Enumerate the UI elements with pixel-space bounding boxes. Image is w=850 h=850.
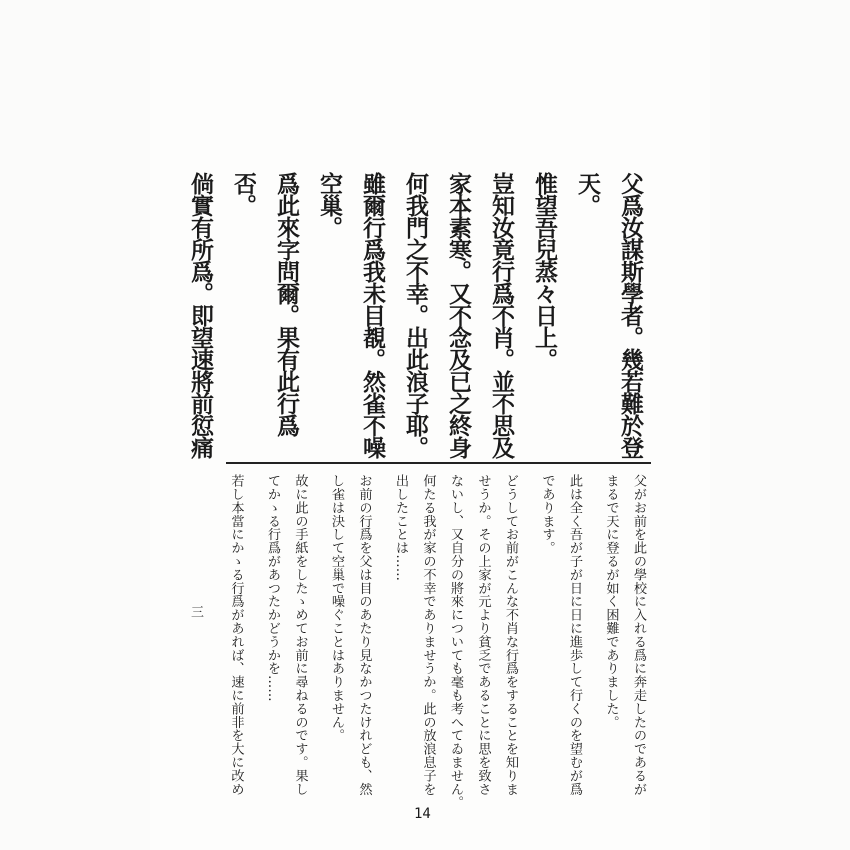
text-column: ないし、又自分の將來についても毫も考へてゐません。 bbox=[448, 474, 463, 809]
text-column: 爲此來字問爾。果有此行爲否。 bbox=[230, 172, 300, 436]
text-column: 若し本當にかゝる行爲があれば、速に前非を大に改め bbox=[228, 474, 244, 796]
text-column: し雀は決して空巢で噪ぐことはありません。 bbox=[329, 474, 344, 742]
text-column: 豈知汝竟行爲不肖。並不思及 bbox=[488, 172, 515, 458]
text-column: せうか。その上家が元より貧乏であることに思を致さ bbox=[475, 474, 491, 796]
section-divider bbox=[226, 462, 651, 464]
japanese-translation-text bbox=[222, 474, 652, 814]
text-column: お前の行爲を父は目のあたり見なかつたけれども、然 bbox=[356, 474, 372, 796]
text-column: 父爲汝謀斯學者。幾若難於登 bbox=[617, 172, 644, 458]
text-column: 此は全く吾が子が日に日に進歩して行くのを望むが爲 bbox=[567, 474, 582, 796]
text-column: 倘實有所爲。即望速將前愆痛 bbox=[187, 172, 214, 458]
text-column: 何たる我が家の不幸でありませうか。此の放浪息子を bbox=[420, 474, 436, 796]
text-column: 天。 bbox=[574, 172, 601, 216]
text-column: 空巢。 bbox=[316, 172, 343, 238]
classical-chinese-text bbox=[179, 172, 652, 472]
text-column: てかゝる行爲があつたかどうかを…… bbox=[265, 474, 280, 702]
text-column: であります。 bbox=[539, 474, 555, 555]
text-column: 何我門之不幸。出此浪子耶。 bbox=[402, 172, 429, 458]
page-number: 14 bbox=[414, 806, 431, 822]
text-column: どうしてお前がこんな不肖な行爲をすることを知りま bbox=[503, 474, 518, 796]
text-column: 故に此の手紙をしたゝめてお前に尋ねるのです。果し bbox=[292, 474, 308, 796]
folio-mark: 三 bbox=[188, 605, 203, 618]
text-column: 父がお前を此の學校に入れる爲に奔走したのであるが bbox=[631, 474, 646, 796]
text-column: 雖爾行爲我未目覩。然雀不噪 bbox=[359, 172, 386, 458]
text-column: まるで天に登るが如く困難でありました。 bbox=[603, 474, 619, 729]
text-column: 家本素寒。又不念及已之終身 bbox=[445, 172, 472, 458]
text-column: 出したことは…… bbox=[393, 474, 408, 582]
text-column: 惟望吾兒蒸々日上。 bbox=[531, 172, 558, 370]
